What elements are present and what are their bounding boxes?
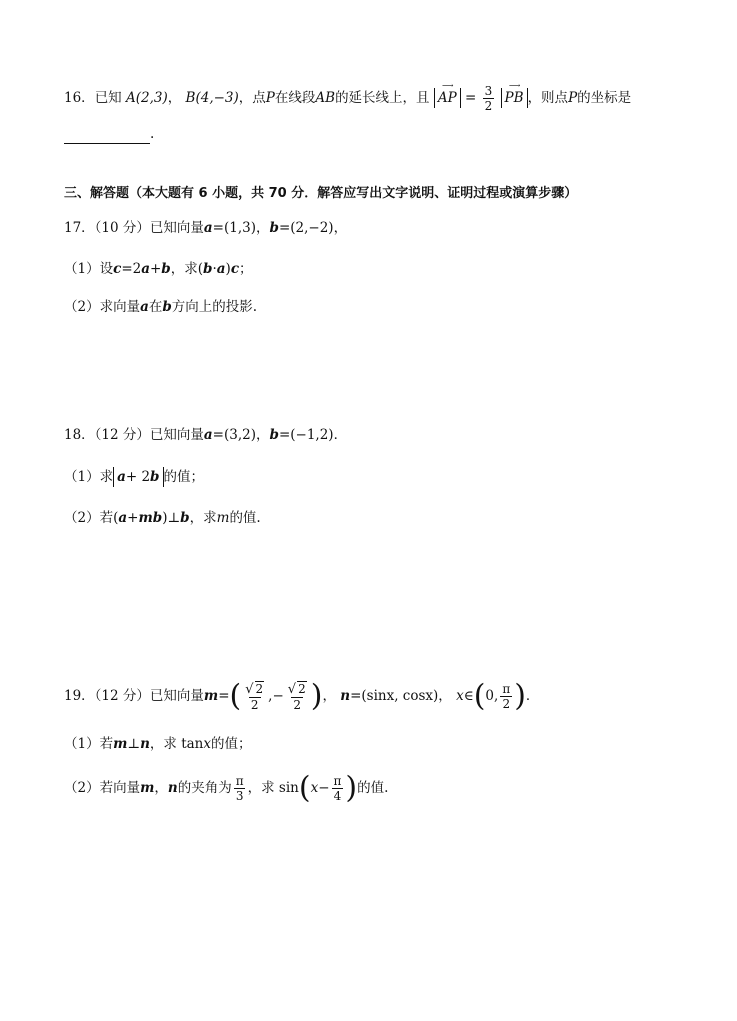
big-paren-close: ) bbox=[310, 678, 323, 714]
q19-text: 的值； bbox=[211, 736, 252, 752]
variable-x: x bbox=[203, 736, 212, 752]
point-p: P bbox=[265, 90, 275, 106]
vector-a: a bbox=[216, 261, 226, 277]
paren-open: ( bbox=[113, 510, 119, 526]
q18-sep: ， bbox=[255, 427, 270, 443]
part-label: （1）求 bbox=[64, 469, 114, 485]
fraction-sqrt2-2: $\frac{√ 2}{2}$ bbox=[287, 682, 306, 712]
q18-part-2 bbox=[64, 508, 261, 528]
minus: − bbox=[318, 780, 330, 796]
q16-text: ，点 bbox=[238, 90, 266, 106]
q17-tail: ， bbox=[333, 220, 348, 236]
equals: = bbox=[218, 688, 230, 704]
vector-n: n bbox=[340, 688, 351, 704]
part-label: （1）设 bbox=[64, 261, 114, 277]
vector-a: a bbox=[140, 299, 149, 315]
vector-b-value: =(2,−2) bbox=[278, 220, 334, 236]
vector-b: b bbox=[269, 220, 279, 236]
variable-m: m bbox=[216, 510, 230, 526]
vector-a: a bbox=[203, 427, 213, 443]
vector-n: n bbox=[140, 736, 150, 752]
fraction-pi-2: $\frac{\pi}{2}$ bbox=[502, 682, 511, 711]
q19-period: ． bbox=[525, 688, 540, 704]
vector-m: m bbox=[113, 736, 128, 752]
vector-a-value: =(3,2) bbox=[212, 427, 256, 443]
point-a: A(2,3) bbox=[125, 90, 168, 106]
vector-n: n bbox=[167, 780, 178, 796]
big-paren-close: ) bbox=[345, 770, 358, 806]
q16-answer-line bbox=[64, 124, 154, 144]
q18-text: ，求 bbox=[189, 510, 217, 526]
big-paren-open: ( bbox=[298, 770, 311, 806]
question-18 bbox=[64, 425, 347, 445]
vector-b: b bbox=[269, 427, 279, 443]
q16-text: ，则点 bbox=[527, 90, 569, 106]
plus: + bbox=[149, 261, 162, 277]
q19-part-2 bbox=[64, 768, 388, 808]
q19-text: ，求 sin bbox=[247, 780, 299, 796]
vector-c: c bbox=[113, 261, 122, 277]
question-17 bbox=[64, 218, 347, 238]
q16-text: 的坐标是 bbox=[577, 90, 632, 106]
vector-m: m bbox=[140, 780, 155, 796]
q16-number: 16． bbox=[64, 90, 95, 106]
q18-text: 的值. bbox=[229, 510, 261, 526]
q17-part-1 bbox=[64, 259, 253, 279]
big-paren-open: ( bbox=[229, 678, 242, 714]
q19-text: ，求 tan bbox=[149, 736, 204, 752]
q17-part-2 bbox=[64, 297, 257, 317]
paren-close: ) bbox=[225, 261, 231, 277]
vector-b: b bbox=[152, 510, 163, 526]
vector-a: a bbox=[203, 220, 213, 236]
vector-b: b bbox=[161, 261, 171, 277]
q16-text: 在线段 bbox=[274, 90, 316, 106]
vector-c: c bbox=[230, 261, 240, 277]
variable-x: x bbox=[456, 688, 464, 704]
vector-a: a bbox=[141, 261, 150, 277]
abs-expression: a+ 2b bbox=[113, 467, 163, 487]
in-symbol: ∈ bbox=[463, 688, 474, 704]
variable-x: x bbox=[310, 780, 319, 796]
segment-ab: AB bbox=[315, 90, 336, 106]
section-header: 三、解答题（本大题有 6 小题，共 70 分．解答应写出文字说明、证明过程或演算步骤） bbox=[64, 186, 578, 201]
q17-text: ； bbox=[239, 261, 253, 277]
vector-b: b bbox=[162, 299, 172, 315]
q17-text: 方向上的投影. bbox=[171, 299, 258, 315]
equals: = bbox=[465, 90, 477, 106]
vector-a: a bbox=[118, 510, 128, 526]
point-p: P bbox=[568, 90, 578, 106]
q16-comma: ， bbox=[167, 90, 182, 106]
paren-close: ) bbox=[162, 510, 168, 526]
dot-operator: · bbox=[212, 261, 217, 277]
question-19 bbox=[64, 676, 539, 716]
q19-text: 的夹角为 bbox=[177, 780, 232, 796]
part-label: （1）若 bbox=[64, 736, 114, 752]
q17-text: =2 bbox=[121, 261, 142, 277]
question-16 bbox=[64, 81, 632, 113]
perp-symbol: ⊥ bbox=[127, 736, 141, 752]
minus: ,− bbox=[268, 688, 284, 704]
q16-period: . bbox=[150, 126, 155, 142]
q19-head: 19．（12 分）已知向量 bbox=[64, 688, 204, 704]
q16-text: 的延长线上，且 bbox=[335, 90, 430, 106]
vector-b: b bbox=[203, 261, 213, 277]
interval-start: 0, bbox=[485, 688, 499, 704]
q18-tail: ． bbox=[333, 427, 348, 443]
q16-text: 已知 bbox=[94, 90, 122, 106]
fraction-pi-3: $\frac{\pi}{3}$ bbox=[235, 774, 244, 803]
q18-part-1 bbox=[64, 467, 204, 487]
q18-head: 18．（12 分）已知向量 bbox=[64, 427, 204, 443]
q19-sep: ， bbox=[322, 688, 336, 704]
point-b: B(4,−3) bbox=[185, 90, 239, 106]
fraction-pi-4: $\frac{\pi}{4}$ bbox=[333, 774, 342, 803]
vector-b-value: =(−1,2) bbox=[278, 427, 334, 443]
q17-text: ，求 bbox=[170, 261, 198, 277]
vector-b: b bbox=[180, 510, 190, 526]
answer-blank bbox=[64, 129, 150, 144]
part-label: （2）若 bbox=[64, 510, 114, 526]
perp-symbol: ⊥ bbox=[167, 510, 181, 526]
abs-vector-ap: ⟶ AP bbox=[434, 88, 461, 108]
q17-sep: ， bbox=[255, 220, 270, 236]
q17-text: 在 bbox=[148, 299, 163, 315]
fraction-3-2: $\frac{3}{2}$ bbox=[484, 84, 493, 113]
part-label: （2）求向量 bbox=[64, 299, 141, 315]
vector-n-value: =(sinx, cosx) bbox=[350, 688, 439, 704]
vector-a-value: =(1,3) bbox=[212, 220, 256, 236]
big-paren-open: ( bbox=[473, 678, 486, 714]
vector-m: m bbox=[203, 688, 219, 704]
q18-text: 的值； bbox=[163, 469, 204, 485]
q19-sep: ， bbox=[154, 780, 168, 796]
plus: + bbox=[127, 510, 139, 526]
q17-head: 17．（10 分）已知向量 bbox=[64, 220, 204, 236]
paren-open: ( bbox=[197, 261, 204, 277]
variable-m: m bbox=[138, 510, 153, 526]
part-label: （2）若向量 bbox=[64, 780, 141, 796]
q19-sep: ， bbox=[438, 688, 452, 704]
fraction-sqrt2-2: $\frac{√ 2}{2}$ bbox=[245, 682, 264, 712]
q19-part-1 bbox=[64, 734, 252, 754]
q19-text: 的值. bbox=[357, 780, 389, 796]
abs-vector-pb: ⟶ PB bbox=[501, 88, 528, 108]
big-paren-close: ) bbox=[514, 678, 526, 714]
